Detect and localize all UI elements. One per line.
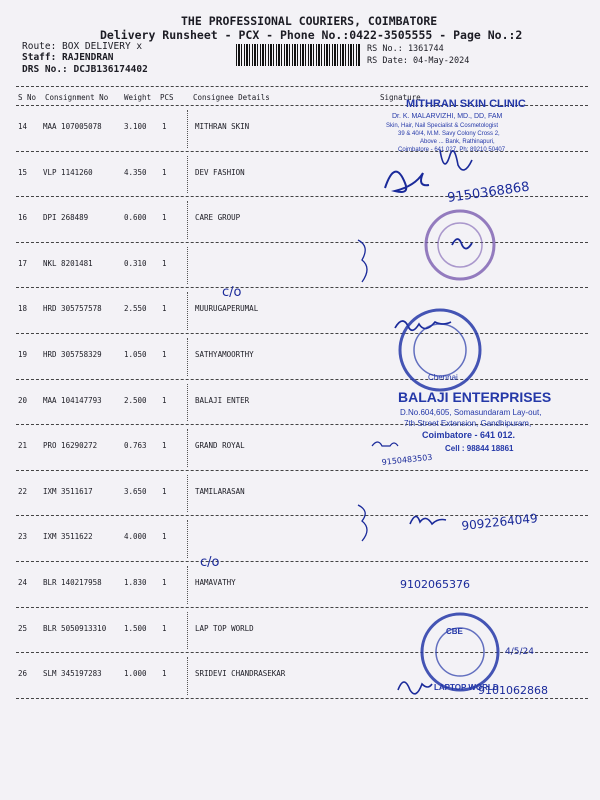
stamp-text: Coimbatore - 641 027, Ph: 89210 50407: [398, 147, 506, 153]
row-sno: 24: [18, 578, 28, 587]
row-consignment: IXM 3511622: [43, 532, 93, 542]
row-pcs: 1: [162, 669, 167, 679]
stamp-text: LAPTOP WORLD: [434, 683, 499, 692]
laptop-world-stamp: [422, 614, 499, 692]
row-sno: 15: [18, 167, 28, 177]
col-weight: Weight: [124, 93, 152, 102]
runsheet-subtitle: Delivery Runsheet - PCX - Phone No.:0422-3505555 - Page No.:2: [100, 28, 523, 42]
handwritten-co: c/o: [222, 285, 242, 300]
stamp-text: Above ... Bank, Rathinapuri,: [420, 139, 495, 145]
row-consignment: SLM 345197283: [43, 669, 102, 679]
row-pcs: 1: [162, 258, 167, 268]
mithran-stamp: [386, 98, 526, 153]
stamp-text: 7th Street Extension, Gandhipuram,: [404, 419, 532, 428]
row-weight: 1.500: [124, 623, 147, 633]
row-pcs: 1: [162, 350, 167, 359]
staff-label: Staff: RAJENDRAN: [22, 52, 114, 63]
handwritten-co: c/o: [200, 555, 220, 570]
row-consignment: IXM 3511617: [43, 486, 93, 496]
col-signature: Signature: [380, 93, 421, 102]
signature: [385, 172, 429, 192]
row-consignment: HRD 305757578: [43, 304, 102, 314]
stamp-text: Chennai: [428, 373, 458, 382]
row-consignee: HAMAVATHY: [195, 578, 236, 587]
row-weight: 1.830: [124, 578, 147, 587]
row-sno: 25: [18, 623, 28, 633]
row-weight: 4.000: [124, 532, 147, 542]
row-sno: 19: [18, 350, 28, 359]
row-pcs: 1: [162, 395, 167, 405]
handwritten-phone: 9150483503: [381, 452, 433, 467]
row-weight: 0.310: [124, 258, 147, 268]
row-consignee: LAP TOP WORLD: [195, 623, 254, 633]
row-consignee: MUURUGAPERUMAL: [195, 304, 259, 314]
row-consignment: DPI 268489: [43, 213, 89, 223]
row-consignee: BALAJI ENTER: [195, 395, 250, 405]
row-weight: 3.650: [124, 486, 147, 496]
handwritten-phone: 9092264049: [460, 511, 539, 533]
row-consignment: PRO 16290272: [43, 441, 98, 451]
row-sno: 17: [18, 258, 28, 268]
row-weight: 1.000: [124, 669, 147, 679]
row-sno: 20: [18, 395, 28, 405]
row-sno: 21: [18, 441, 28, 451]
row-sno: 16: [18, 213, 28, 223]
row-weight: 4.350: [124, 167, 147, 177]
row-consignee: SATHYAMOORTHY: [195, 350, 254, 359]
row-weight: 3.100: [124, 122, 147, 131]
balaji-stamp: [398, 389, 551, 453]
signature: [398, 682, 432, 694]
blue-round-stamp: [400, 310, 480, 390]
purple-round-stamp: [426, 211, 494, 279]
handwritten-phone: 9150368868: [446, 179, 531, 206]
stamp-text: D.No.604,605, Somasundaram Lay-out,: [400, 408, 542, 417]
row-pcs: 1: [162, 122, 167, 131]
row-sno: 26: [18, 669, 28, 679]
bracket-mark: [358, 240, 367, 282]
col-pcs: PCS: [160, 93, 174, 102]
stamp-text: 39 & 40/4, M.M. Savy Colony Cross 2,: [398, 131, 500, 137]
col-consignee: Consignee Details: [193, 93, 270, 102]
stamp-text: CBE: [446, 627, 463, 636]
row-pcs: 1: [162, 578, 167, 587]
row-consignee: TAMILARASAN: [195, 486, 245, 496]
row-sno: 14: [18, 122, 28, 131]
row-weight: 1.050: [124, 350, 147, 359]
row-consignee: CARE GROUP: [195, 213, 241, 223]
row-consignment: NKL 8201481: [43, 258, 93, 268]
bracket-mark: [358, 505, 367, 541]
row-pcs: 1: [162, 304, 167, 314]
row-consignment: BLR 140217958: [43, 578, 102, 587]
row-consignee: DEV FASHION: [195, 167, 245, 177]
col-consignment: Consignment No: [45, 93, 109, 102]
signature: [372, 442, 398, 446]
signature: [410, 516, 446, 524]
row-pcs: 1: [162, 532, 167, 542]
handwritten-date: 4/5/24: [505, 647, 534, 657]
rs-date: RS Date: 04-May-2024: [367, 56, 470, 66]
stamp-text: MITHRAN SKIN CLINIC: [406, 98, 526, 110]
stamp-text: Cell : 98844 18861: [445, 444, 514, 453]
stamp-text: Dr. K. MALARVIZHI, MD., DD, FAM: [392, 113, 503, 120]
row-sno: 18: [18, 304, 28, 314]
stamp-text: BALAJI ENTERPRISES: [398, 389, 552, 405]
row-weight: 0.600: [124, 213, 147, 223]
row-consignment: MAA 104147793: [43, 395, 102, 405]
row-pcs: 1: [162, 486, 167, 496]
handwritten-phone: 9102065376: [400, 578, 470, 591]
row-pcs: 1: [162, 213, 167, 223]
row-pcs: 1: [162, 167, 167, 177]
row-consignment: BLR 5050913310: [43, 623, 107, 633]
company-title: THE PROFESSIONAL COURIERS, COIMBATORE: [181, 14, 438, 28]
row-pcs: 1: [162, 441, 167, 451]
row-consignee: MITHRAN SKIN: [195, 122, 250, 131]
row-consignee: GRAND ROYAL: [195, 441, 245, 451]
col-sno: S No: [18, 93, 37, 102]
signature: [395, 321, 451, 330]
row-consignment: HRD 305758329: [43, 350, 102, 359]
stamp-text: Skin, Hair, Nail Specialist & Cosmetologist: [386, 123, 499, 129]
row-consignee: SRIDEVI CHANDRASEKAR: [195, 669, 286, 679]
row-consignment: VLP 1141260: [43, 167, 93, 177]
row-sno: 22: [18, 486, 28, 496]
stamp-text: Coimbatore - 641 012.: [422, 430, 516, 440]
row-weight: 2.500: [124, 395, 147, 405]
rs-number: RS No.: 1361744: [367, 44, 444, 54]
row-weight: 0.763: [124, 441, 147, 451]
drs-number: DRS No.: DCJB136174402: [22, 64, 148, 75]
handwritten-phone: 9101062868: [478, 684, 548, 697]
route-label: Route: BOX DELIVERY x: [22, 41, 143, 52]
row-sno: 23: [18, 532, 28, 542]
row-pcs: 1: [162, 623, 167, 633]
row-consignment: MAA 107005078: [43, 122, 102, 131]
row-weight: 2.550: [124, 304, 147, 314]
